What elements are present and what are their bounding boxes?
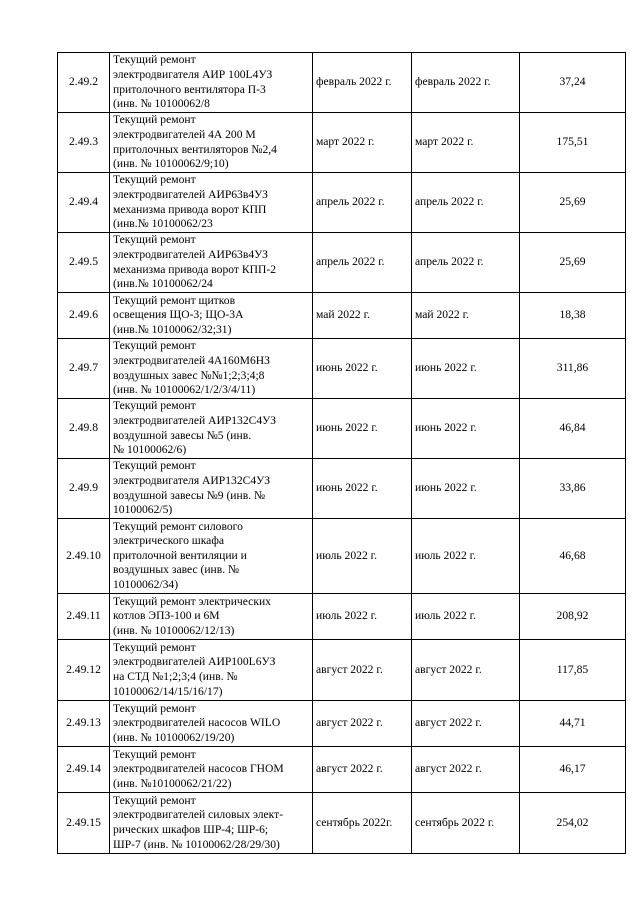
- end-date: июль 2022 г.: [412, 519, 520, 594]
- table-body: [58, 53, 626, 854]
- cost-value: 46,68: [520, 519, 626, 594]
- row-number: 2.49.5: [58, 233, 110, 293]
- cost-value: 254,02: [520, 793, 626, 854]
- end-date: июль 2022 г.: [412, 594, 520, 640]
- cost-value: 46,84: [520, 399, 626, 459]
- start-date: август 2022 г.: [313, 701, 412, 747]
- table-row: [58, 339, 626, 399]
- work-description: Текущий ремонт электродвигателя АИР132С4УЗ воздушной завесы №9 (инв. № 10100062/5): [110, 459, 313, 519]
- cost-value: 311,86: [520, 339, 626, 399]
- start-date: июнь 2022 г.: [313, 339, 412, 399]
- work-description: Текущий ремонт электродвигателей насосов ГНОМ (инв. №10100062/21/22): [110, 747, 313, 793]
- table-row: [58, 793, 626, 854]
- cost-value: 33,86: [520, 459, 626, 519]
- cost-value: 37,24: [520, 53, 626, 113]
- work-schedule-table: [57, 52, 626, 854]
- row-number: 2.49.3: [58, 113, 110, 173]
- row-number: 2.49.14: [58, 747, 110, 793]
- cost-value: 44,71: [520, 701, 626, 747]
- work-description: Текущий ремонт электродвигателей 4А160М6НЗ воздушных завес №№1;2;3;4;8 (инв. № 10100062/1/2/3/4/11): [110, 339, 313, 399]
- cost-value: 208,92: [520, 594, 626, 640]
- start-date: июль 2022 г.: [313, 594, 412, 640]
- end-date: июнь 2022 г.: [412, 459, 520, 519]
- table-row: [58, 747, 626, 793]
- start-date: апрель 2022 г.: [313, 233, 412, 293]
- end-date: сентябрь 2022 г.: [412, 793, 520, 854]
- start-date: июнь 2022 г.: [313, 459, 412, 519]
- cost-value: 46,17: [520, 747, 626, 793]
- row-number: 2.49.11: [58, 594, 110, 640]
- start-date: июль 2022 г.: [313, 519, 412, 594]
- row-number: 2.49.9: [58, 459, 110, 519]
- end-date: май 2022 г.: [412, 293, 520, 339]
- end-date: июнь 2022 г.: [412, 339, 520, 399]
- start-date: апрель 2022 г.: [313, 173, 412, 233]
- work-description: Текущий ремонт электродвигателей АИР100L6УЗ на СТД №1;2;3;4 (инв. № 10100062/14/15/16/17): [110, 640, 313, 701]
- work-description: Текущий ремонт электродвигателя АИР 100L4УЗ притолочного вентилятора П-3 (инв. № 10100062/8: [110, 53, 313, 113]
- table-row: [58, 233, 626, 293]
- row-number: 2.49.15: [58, 793, 110, 854]
- end-date: апрель 2022 г.: [412, 173, 520, 233]
- start-date: сентябрь 2022г.: [313, 793, 412, 854]
- work-description: Текущий ремонт электродвигателей АИР63в4УЗ механизма привода ворот КПП (инв.№ 10100062/23: [110, 173, 313, 233]
- work-description: Текущий ремонт электродвигателей насосов WILO (инв. № 10100062/19/20): [110, 701, 313, 747]
- table-row: [58, 594, 626, 640]
- end-date: август 2022 г.: [412, 701, 520, 747]
- row-number: 2.49.4: [58, 173, 110, 233]
- cost-value: 25,69: [520, 173, 626, 233]
- start-date: август 2022 г.: [313, 747, 412, 793]
- table-row: [58, 459, 626, 519]
- end-date: август 2022 г.: [412, 747, 520, 793]
- table-row: [58, 173, 626, 233]
- row-number: 2.49.6: [58, 293, 110, 339]
- start-date: май 2022 г.: [313, 293, 412, 339]
- table-row: [58, 640, 626, 701]
- cost-value: 175,51: [520, 113, 626, 173]
- row-number: 2.49.12: [58, 640, 110, 701]
- work-description: Текущий ремонт электродвигателей 4А 200 М притолочных вентиляторов №2,4 (инв. № 10100062/9;10): [110, 113, 313, 173]
- cost-value: 25,69: [520, 233, 626, 293]
- table-row: [58, 293, 626, 339]
- start-date: февраль 2022 г.: [313, 53, 412, 113]
- cost-value: 18,38: [520, 293, 626, 339]
- row-number: 2.49.8: [58, 399, 110, 459]
- end-date: апрель 2022 г.: [412, 233, 520, 293]
- end-date: август 2022 г.: [412, 640, 520, 701]
- work-description: Текущий ремонт электрических котлов ЭПЗ-100 и 6М (инв. № 10100062/12/13): [110, 594, 313, 640]
- cost-value: 117,85: [520, 640, 626, 701]
- work-description: Текущий ремонт электродвигателей силовых элект- рических шкафов ШР-4; ШР-6; ШР-7 (инв. № 10100062/28/29/30): [110, 793, 313, 854]
- row-number: 2.49.7: [58, 339, 110, 399]
- start-date: август 2022 г.: [313, 640, 412, 701]
- row-number: 2.49.13: [58, 701, 110, 747]
- table-row: [58, 113, 626, 173]
- row-number: 2.49.10: [58, 519, 110, 594]
- end-date: февраль 2022 г.: [412, 53, 520, 113]
- work-description: Текущий ремонт электродвигателей АИР63в4УЗ механизма привода ворот КПП-2 (инв.№ 10100062/24: [110, 233, 313, 293]
- start-date: март 2022 г.: [313, 113, 412, 173]
- table-row: [58, 53, 626, 113]
- table-row: [58, 519, 626, 594]
- table-row: [58, 701, 626, 747]
- end-date: март 2022 г.: [412, 113, 520, 173]
- start-date: июнь 2022 г.: [313, 399, 412, 459]
- work-description: Текущий ремонт щитков освещения ЩО-3; ЩО-3А (инв.№ 10100062/32;31): [110, 293, 313, 339]
- work-description: Текущий ремонт силового электрического шкафа притолочной вентиляции и воздушных завес (инв. № 10100062/34): [110, 519, 313, 594]
- table-row: [58, 399, 626, 459]
- row-number: 2.49.2: [58, 53, 110, 113]
- work-description: Текущий ремонт электродвигателей АИР132С4УЗ воздушной завесы №5 (инв. № 10100062/6): [110, 399, 313, 459]
- end-date: июнь 2022 г.: [412, 399, 520, 459]
